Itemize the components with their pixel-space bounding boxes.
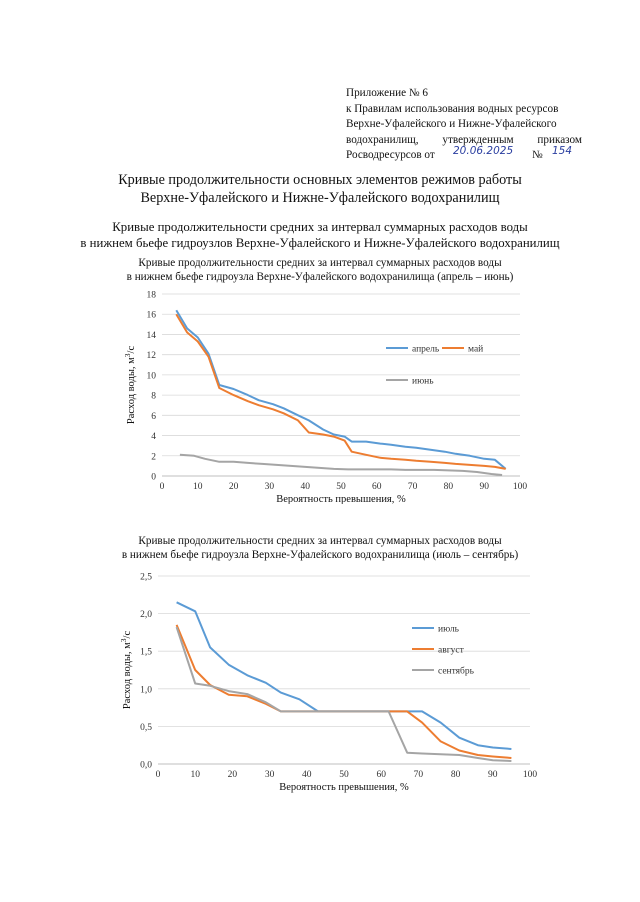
chart1-xtick-label: 90: [479, 482, 489, 492]
chart2-legend-label-1: июль: [438, 624, 460, 635]
chart1-xtick-label: 60: [372, 482, 382, 492]
chart2-xtick-label: 100: [522, 770, 538, 780]
chart2-xtick-label: 0: [155, 770, 161, 780]
chart2-legend-label-2: август: [438, 645, 464, 656]
chart1-ytick-label: 0: [151, 472, 156, 483]
chart1-title-line-2: в нижнем бьефе гидроузла Верхне-Уфалейского водохранилища (апрель – июнь): [126, 270, 514, 283]
chart2-xtick-label: 50: [339, 770, 349, 780]
chart2-xtick-label: 40: [302, 770, 312, 780]
main-title-line-2: Верхне-Уфалейского и Нижне-Уфалейского водохранилищ: [140, 189, 500, 206]
chart1-xtick-label: 10: [193, 482, 203, 492]
appendix-line-5: [346, 145, 582, 164]
main-title: [0, 172, 640, 207]
section-subtitle: [0, 220, 640, 251]
chart1: [0, 284, 640, 504]
appendix-line-4a: водохранилищ,: [346, 133, 419, 146]
chart1-legend-label-3: июнь: [412, 376, 434, 387]
chart2: [0, 564, 640, 796]
chart1-xtick-label: 50: [336, 482, 346, 492]
appendix-block: [346, 86, 582, 164]
appendix-line-1: Приложение № 6: [346, 87, 428, 99]
chart2-xtick-label: 10: [190, 770, 200, 780]
chart2-xtick-label: 20: [227, 770, 238, 780]
chart2-ytick-label: 1,0: [140, 685, 152, 696]
chart2-xtick-label: 90: [488, 770, 498, 780]
chart1-title: [0, 257, 640, 284]
chart1-ytick-label: 12: [146, 351, 156, 362]
chart2-title-line-2: в нижнем бьефе гидроузла Верхне-Уфалейского водохранилища (июль – сентябрь): [121, 548, 519, 561]
chart2-y-axis-label: Расход воды, $м^3/с$: [119, 630, 133, 710]
chart1-ytick-label: 8: [151, 391, 156, 402]
chart2-legend-label-3: сентябрь: [438, 666, 474, 677]
appendix-line-3: Верхне-Уфалейского и Нижне-Уфалейского: [346, 118, 557, 130]
chart1-x-axis-label: Вероятность превышения, %: [276, 494, 406, 504]
chart1-title-line-1: Кривые продолжительности средних за интервал суммарных расходов воды: [138, 257, 502, 269]
chart1-ytick-label: 16: [146, 310, 156, 321]
chart1-xtick-label: 40: [300, 482, 310, 492]
chart2-ytick-label: 2,5: [140, 572, 152, 583]
chart1-xtick-label: 100: [512, 482, 528, 492]
chart2-xtick-label: 70: [413, 770, 424, 780]
number-label: №: [532, 149, 543, 161]
chart2-xtick-label: 60: [376, 770, 386, 780]
chart2-xtick-label: 30: [264, 770, 275, 780]
chart1-xtick-label: 20: [228, 482, 239, 492]
subtitle-line-1: Кривые продолжительности средних за интервал суммарных расходов воды: [112, 220, 528, 234]
chart1-series-line-2: [176, 314, 505, 469]
chart2-title: [0, 535, 640, 562]
chart1-xtick-label: 80: [443, 482, 454, 492]
chart2-ytick-label: 0,0: [140, 760, 152, 771]
chart1-ytick-label: 10: [146, 371, 156, 382]
chart1-xtick-label: 0: [159, 482, 165, 492]
chart2-ytick-label: 0,5: [140, 722, 152, 733]
chart1-ytick-label: 4: [151, 432, 156, 443]
chart1-xtick-label: 70: [407, 482, 418, 492]
chart1-series-line-3: [180, 455, 502, 475]
chart2-ytick-label: 2,0: [140, 610, 152, 621]
appendix-line-4b: утвержденным: [442, 133, 514, 146]
chart2-x-axis-label: Вероятность превышения, %: [279, 782, 409, 793]
chart2-title-line-1: Кривые продолжительности средних за интервал суммарных расходов воды: [138, 535, 502, 547]
chart2-xtick-label: 80: [450, 770, 461, 780]
main-title-line-1: Кривые продолжительности основных элементов режимов работы: [118, 172, 522, 188]
appendix-line-4c: приказом: [537, 133, 582, 146]
handwritten-number: 154: [552, 145, 573, 157]
chart1-series-line-1: [176, 310, 505, 469]
chart2-ytick-label: 1,5: [140, 647, 152, 658]
chart1-ytick-label: 2: [151, 452, 156, 463]
chart1-ytick-label: 18: [146, 290, 156, 301]
chart1-legend-label-1: апрель: [412, 344, 440, 355]
appendix-line-2: к Правилам использования водных ресурсов: [346, 102, 559, 115]
chart1-ytick-label: 14: [146, 330, 156, 341]
chart1-y-axis-label: Расход воды, $м^3/с$: [123, 345, 137, 425]
chart1-legend-label-2: май: [468, 344, 484, 355]
appendix-prefix: Росводресурсов от: [346, 149, 435, 161]
chart1-ytick-label: 6: [151, 411, 156, 422]
chart1-xtick-label: 30: [264, 482, 275, 492]
subtitle-line-2: в нижнем бьефе гидроузлов Верхне-Уфалейского и Нижне-Уфалейского водохранилищ: [80, 235, 560, 250]
handwritten-date: 20.06.2025: [453, 145, 514, 157]
